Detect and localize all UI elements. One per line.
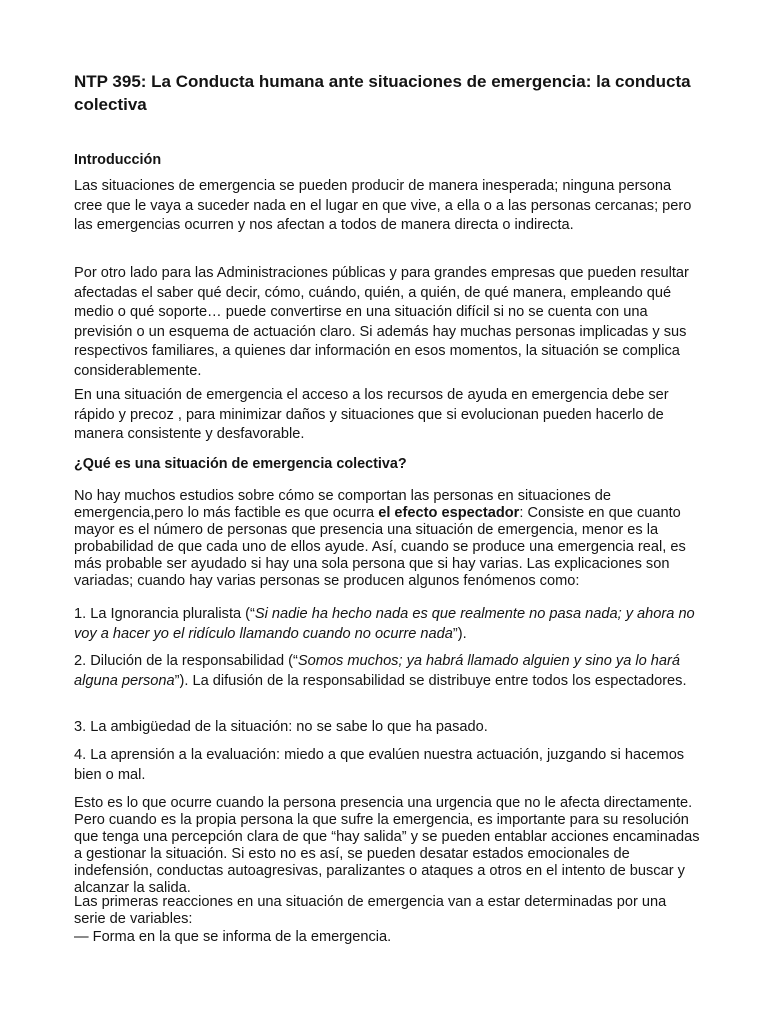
- bystander-text-end: : Consiste en que cuanto mayor es el número de personas que presencia una situación de emergencia, menor es la probabilidad de que cada uno de ellos ayude. Así, cuando se produce una emergencia real, es más probable ser ayudado si hay una sola persona que si hay varias. Las explicaciones son variadas; cuando hay varias personas se producen algunos fenómenos como:: [74, 504, 686, 589]
- variables-list-item: — Forma en la que se informa de la emergencia.: [74, 929, 392, 945]
- document-title: NTP 395: La Conducta humana ante situaciones de emergencia: la conducta colectiva: [74, 72, 691, 114]
- list-item-1-quote: Si nadie ha hecho nada es que realmente no pasa nada; y ahora no voy a hacer yo el ridículo llamando cuando no ocurre nada: [74, 606, 695, 642]
- bystander-effect-term: el efecto espectador: [378, 504, 520, 521]
- variables-paragraph: Las primeras reacciones en una situación de emergencia van a estar determinadas por una serie de variables:: [74, 894, 667, 927]
- bystander-effect-paragraph: [74, 488, 700, 589]
- intro-paragraph-1: Las situaciones de emergencia se pueden producir de manera inesperada; ninguna persona cree que le vaya a suceder nada en el lugar en que vive, a ella o a las personas cercanas; pero las emergencias ocurren y nos afectan a todos de manera directa o indirecta.: [74, 178, 692, 233]
- list-item-4: 4. La aprensión a la evaluación: miedo a que evalúen nuestra actuación, juzgando si hacemos bien o mal.: [74, 747, 685, 783]
- list-item-2-text: 2. Dilución de la responsabilidad (“: [74, 653, 298, 669]
- list-item-2: [74, 652, 700, 691]
- intro-paragraph-2: Por otro lado para las Administraciones públicas y para grandes empresas que pueden resultar afectadas el saber qué decir, cómo, cuándo, quién, a quién, de qué manera, empleando qué medio o qué soporte… puede convertirse en una situación difícil si no se cuenta con una previsión o un esquema de actuación claro. Si además hay muchas personas implicadas y sus respectivos familiares, a quienes dar información en esos momentos, la situación se complica considerablemente.: [74, 265, 689, 379]
- list-item-1-text: 1. La Ignorancia pluralista (“: [74, 606, 255, 622]
- intro-paragraph-3: En una situación de emergencia el acceso a los recursos de ayuda en emergencia debe ser rápido y precoz , para minimizar daños y situaciones que si evolucionan pueden hacerlo de manera consistente y desfavorable.: [74, 387, 669, 442]
- list-item-3: 3. La ambigüedad de la situación: no se sabe lo que ha pasado.: [74, 719, 488, 735]
- section-heading-collective-emergency: ¿Qué es una situación de emergencia colectiva?: [74, 456, 407, 472]
- closing-paragraph: Esto es lo que ocurre cuando la persona presencia una urgencia que no le afecta directamente. Pero cuando es la propia persona la que sufre la emergencia, es importante para su resolución que tenga una percepción clara de que “hay salida” y se pueden entablar acciones encaminadas a gestionar la situación. Si esto no es así, se pueden desatar estados emocionales de indefensión, conductas autoagresivas, paralizantes o ataques a otros en el intento de buscar y alcanzar la salida.: [74, 795, 700, 896]
- list-item-2-close: ”). La difusión de la responsabilidad se distribuye entre todos los espectadores.: [174, 672, 687, 689]
- intro-heading: Introducción: [74, 152, 162, 168]
- list-item-1-close: ”).: [452, 625, 467, 642]
- list-item-2-quote: Somos muchos; ya habrá llamado alguien y sino ya lo hará alguna persona: [74, 653, 680, 689]
- bystander-text-start: No hay muchos estudios sobre cómo se comportan las personas en situaciones de emergencia,pero lo más factible es que ocurra: [74, 488, 612, 521]
- list-item-1: [74, 605, 700, 644]
